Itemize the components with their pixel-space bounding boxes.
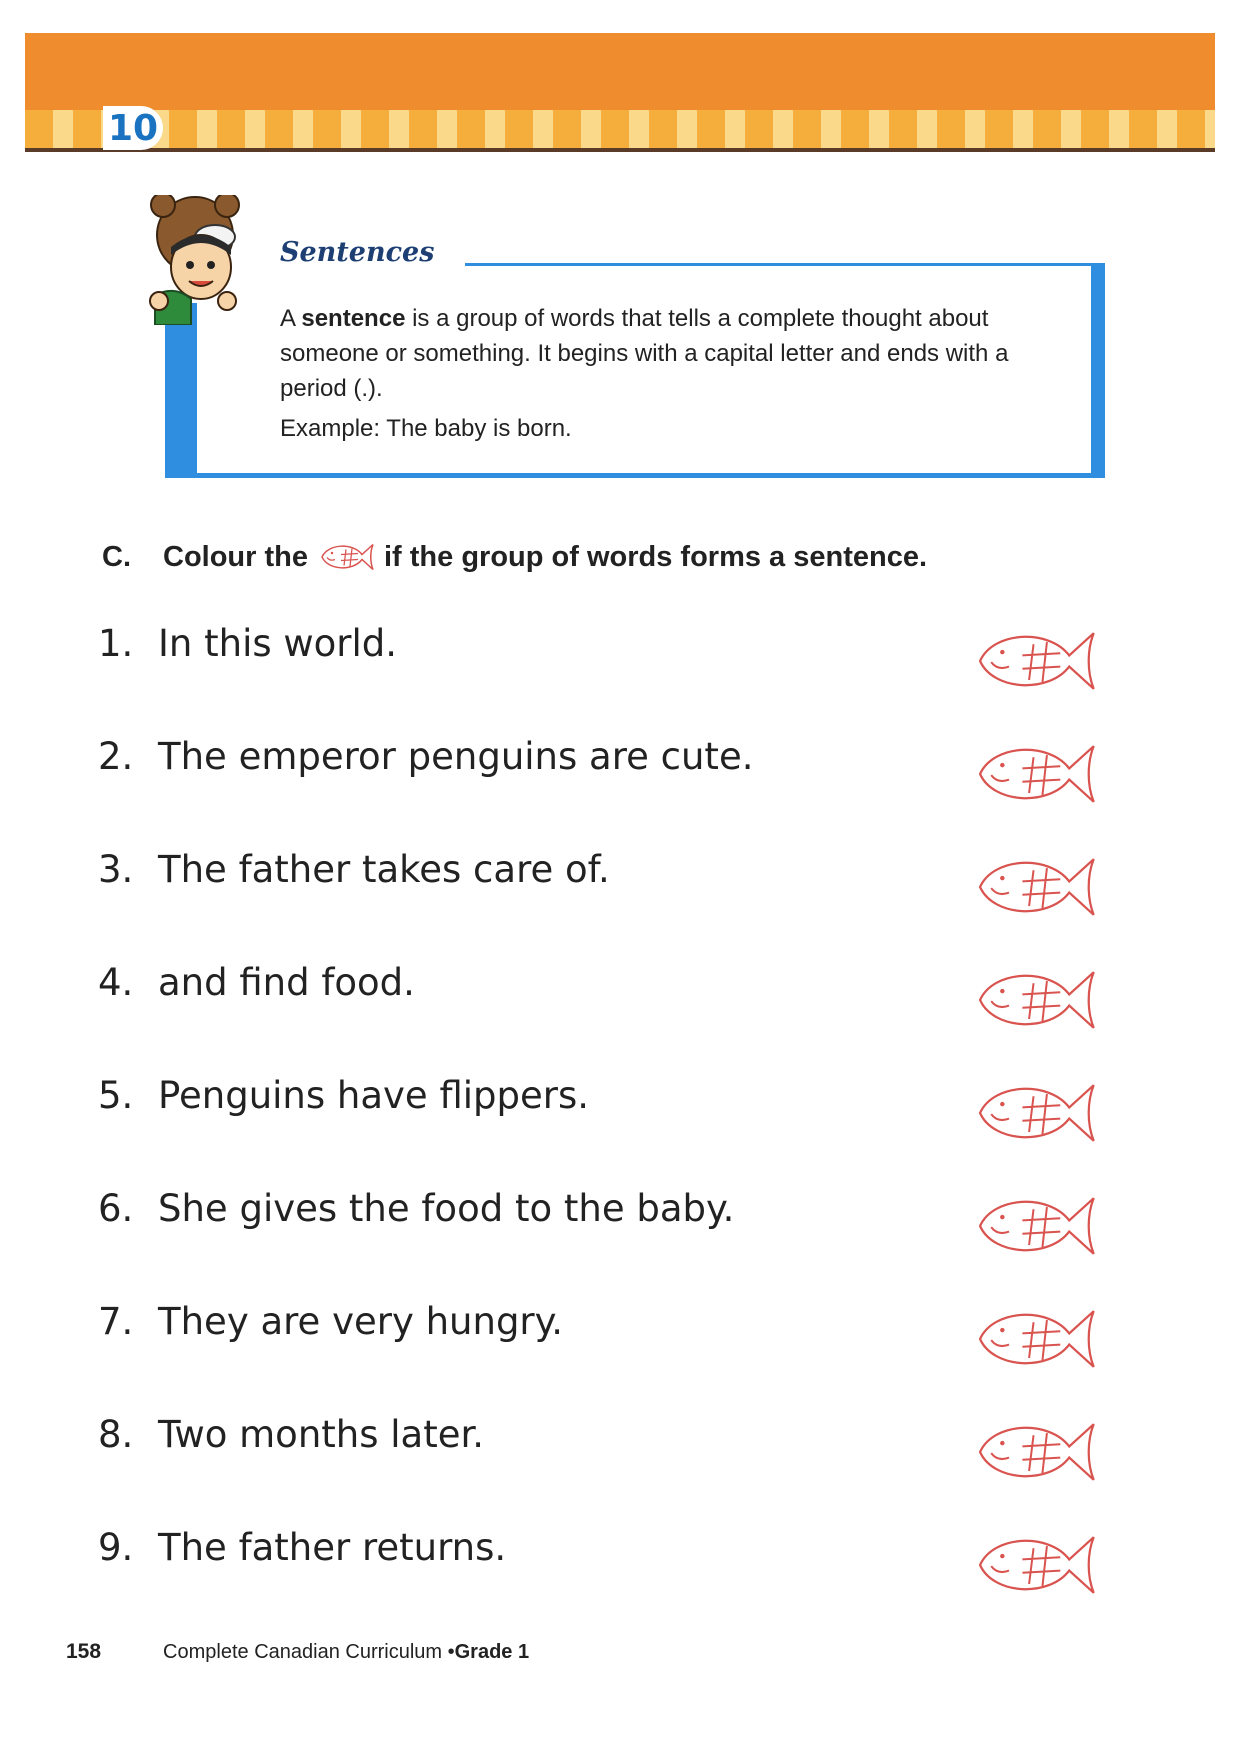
unit-number: 10	[103, 106, 163, 150]
item-text: The emperor penguins are cute.	[158, 735, 754, 778]
instruction-letter: C.	[102, 540, 131, 573]
box-top-line	[465, 263, 1105, 266]
book-title: Complete Canadian Curriculum •	[163, 1641, 455, 1663]
page-footer	[66, 1640, 529, 1664]
exercise-item	[98, 612, 1138, 725]
exercise-item	[98, 838, 1138, 951]
definition-rest: is a group of words that tells a complete thought about someone or something. It begins with a capital letter and ends with a period (.).	[280, 305, 1009, 402]
item-number: 9.	[98, 1526, 134, 1569]
item-text: Penguins have flippers.	[158, 1074, 590, 1117]
fish-icon[interactable]	[970, 1413, 1106, 1491]
box-right-bar	[1091, 263, 1105, 478]
header-banner	[25, 33, 1215, 110]
item-number: 4.	[98, 961, 134, 1004]
fish-icon[interactable]	[970, 1300, 1106, 1378]
item-number: 8.	[98, 1413, 134, 1456]
item-text: In this world.	[158, 622, 398, 665]
item-number: 6.	[98, 1187, 134, 1230]
item-number: 7.	[98, 1300, 134, 1343]
item-text: She gives the food to the baby.	[158, 1187, 735, 1230]
definition-title: Sentences	[280, 237, 435, 268]
definition-box	[165, 237, 1105, 478]
header-stripe	[25, 110, 1215, 148]
mascot-illustration	[135, 195, 270, 325]
exercise-item	[98, 725, 1138, 838]
definition-text	[280, 301, 1040, 406]
fish-icon[interactable]	[970, 1526, 1106, 1604]
definition-example: Example: The baby is born.	[280, 415, 572, 442]
exercise-item	[98, 1516, 1138, 1629]
fish-icon[interactable]	[970, 735, 1106, 813]
item-text: They are very hungry.	[158, 1300, 564, 1343]
item-number: 2.	[98, 735, 134, 778]
item-text: The father returns.	[158, 1526, 507, 1569]
exercise-list	[98, 612, 1138, 1629]
item-text: and find food.	[158, 961, 415, 1004]
header-divider	[25, 148, 1215, 152]
grade-label: Grade 1	[454, 1641, 530, 1663]
fish-icon	[318, 538, 378, 576]
exercise-item	[98, 1290, 1138, 1403]
fish-icon[interactable]	[970, 622, 1106, 700]
item-number: 3.	[98, 848, 134, 891]
fish-icon[interactable]	[970, 848, 1106, 926]
instruction	[102, 538, 927, 576]
instruction-after-icon: if the group of words forms a sentence.	[384, 540, 928, 573]
item-text: Two months later.	[158, 1413, 485, 1456]
fish-icon[interactable]	[970, 961, 1106, 1039]
item-number: 1.	[98, 622, 134, 665]
box-bottom-bar	[165, 473, 1105, 478]
definition-term: sentence	[301, 305, 406, 332]
exercise-item	[98, 951, 1138, 1064]
page-number: 158	[66, 1640, 102, 1663]
fish-icon[interactable]	[970, 1074, 1106, 1152]
exercise-item	[98, 1403, 1138, 1516]
item-number: 5.	[98, 1074, 134, 1117]
exercise-item	[98, 1064, 1138, 1177]
exercise-item	[98, 1177, 1138, 1290]
definition-lead: A	[280, 305, 302, 332]
instruction-before-icon: Colour the	[163, 540, 308, 573]
item-text: The father takes care of.	[158, 848, 610, 891]
box-left-bar	[165, 303, 197, 478]
fish-icon[interactable]	[970, 1187, 1106, 1265]
